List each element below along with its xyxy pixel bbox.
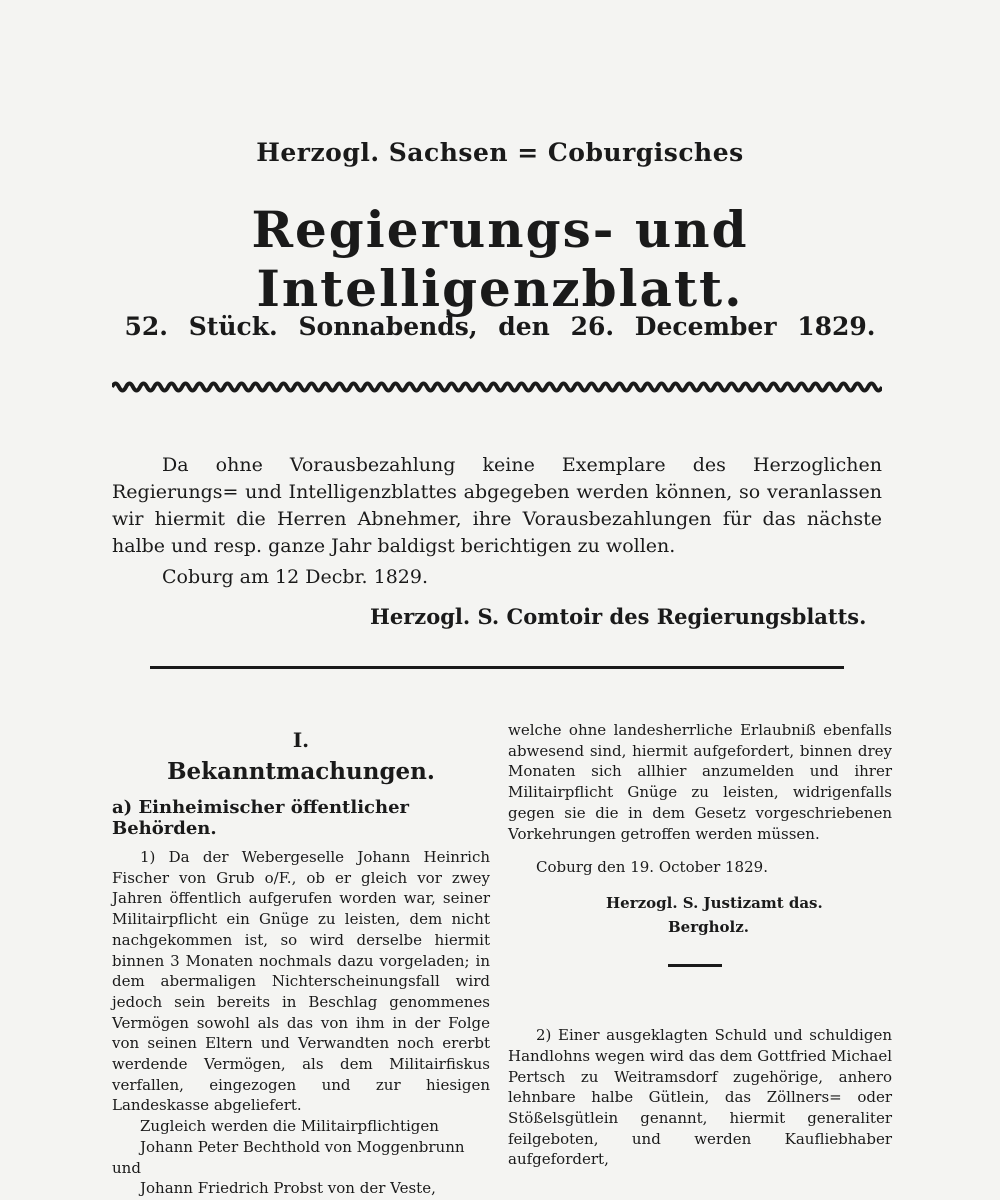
section-divider — [150, 666, 844, 669]
continuation-paragraph: welche ohne landesherrliche Erlaubniß ebenfalls abwesend sind, hiermit aufgefordert, binnen drey Monaten sich allhier anzumelden und ihrer Militairpflicht Gnüge zu leisten, widrigenfalls gegen sie die in dem Gesetz vorgeschriebenen Vorkehrungen getroffen werden müssen. — [508, 721, 892, 843]
announcement-town: Bergholz. — [668, 918, 749, 937]
right-column — [508, 720, 892, 1170]
subscription-notice: Da ohne Vorausbezahlung keine Exemplare des Herzoglichen Regierungs= und Intelligenzblattes abgegeben werden können, so veranlassen wir hiermit die Herren Abnehmer, ihre Vorausbezahlungen für das nächste halbe und resp. ganze Jahr baldigst berichtigen zu wollen. — [112, 454, 882, 557]
conjunction-und: und — [112, 1158, 141, 1177]
name-probst: Johann Friedrich Probst von der Veste, — [140, 1179, 436, 1198]
issue-line — [0, 312, 1000, 341]
issue-day: Sonnabends, — [298, 312, 478, 341]
announcement-place-date: Coburg den 19. October 1829. — [536, 858, 768, 877]
masthead-title: Regierungs- und Intelligenzblatt. — [251, 200, 749, 318]
notice-signature: Herzogl. S. Comtoir des Regierungsblatts. — [370, 604, 867, 629]
subsection-title: a) Einheimischer öffentlicher Behörden. — [112, 797, 410, 839]
masthead-subtitle: Herzogl. Sachsen = Coburgisches — [256, 138, 744, 167]
short-divider — [668, 964, 722, 967]
announcement-paragraph-1: 1) Da der Webergeselle Johann Heinrich Fischer von Grub o/F., ob er gleich vor zwey Jahren öffentlich aufgerufen worden war, seiner Militairpflicht ein Gnüge zu leisten, dem nicht nachgekommen ist, so wird derselbe hiermit binnen 3 Monaten nochmals dazu vorgeladen; in dem abermaligen Nichterscheinungsfall wird jedoch sein bereits in Beschlag genommenes Vermögen sowohl als das von ihm in der Folge von seinen Eltern und Verwandten noch ererbt werdende Vermögen, als dem Militairfiskus verfallen, eingezogen und zur hiesigen Landeskasse abgeliefert. — [112, 848, 490, 1115]
issue-number: 52. Stück. — [124, 312, 278, 341]
left-column — [112, 720, 490, 1199]
notice-place-date: Coburg am 12 Decbr. 1829. — [162, 566, 429, 588]
issue-date: den 26. December 1829. — [498, 312, 876, 341]
section-title: Bekanntmachungen. — [167, 758, 435, 785]
name-bechthold: Johann Peter Bechthold von Moggenbrunn — [140, 1137, 465, 1156]
announcement-office: Herzogl. S. Justizamt das. — [606, 894, 823, 913]
announcement-paragraph-2: Zugleich werden die Militairpflichtigen — [140, 1117, 439, 1136]
section-number: I. — [292, 728, 310, 752]
announcement-paragraph-3: 2) Einer ausgeklagten Schuld und schuldigen Handlohns wegen wird das dem Gottfried Michael Pertsch zu Weitramsdorf zugehörige, anhero lehnbare halbe Gütlein, das Zöllners= oder Stößelsgütlein genannt, hiermit generaliter feilgeboten, und werden Kaufliebhaber aufgefordert, — [508, 1026, 892, 1169]
ornamental-wave-rule — [112, 378, 882, 396]
